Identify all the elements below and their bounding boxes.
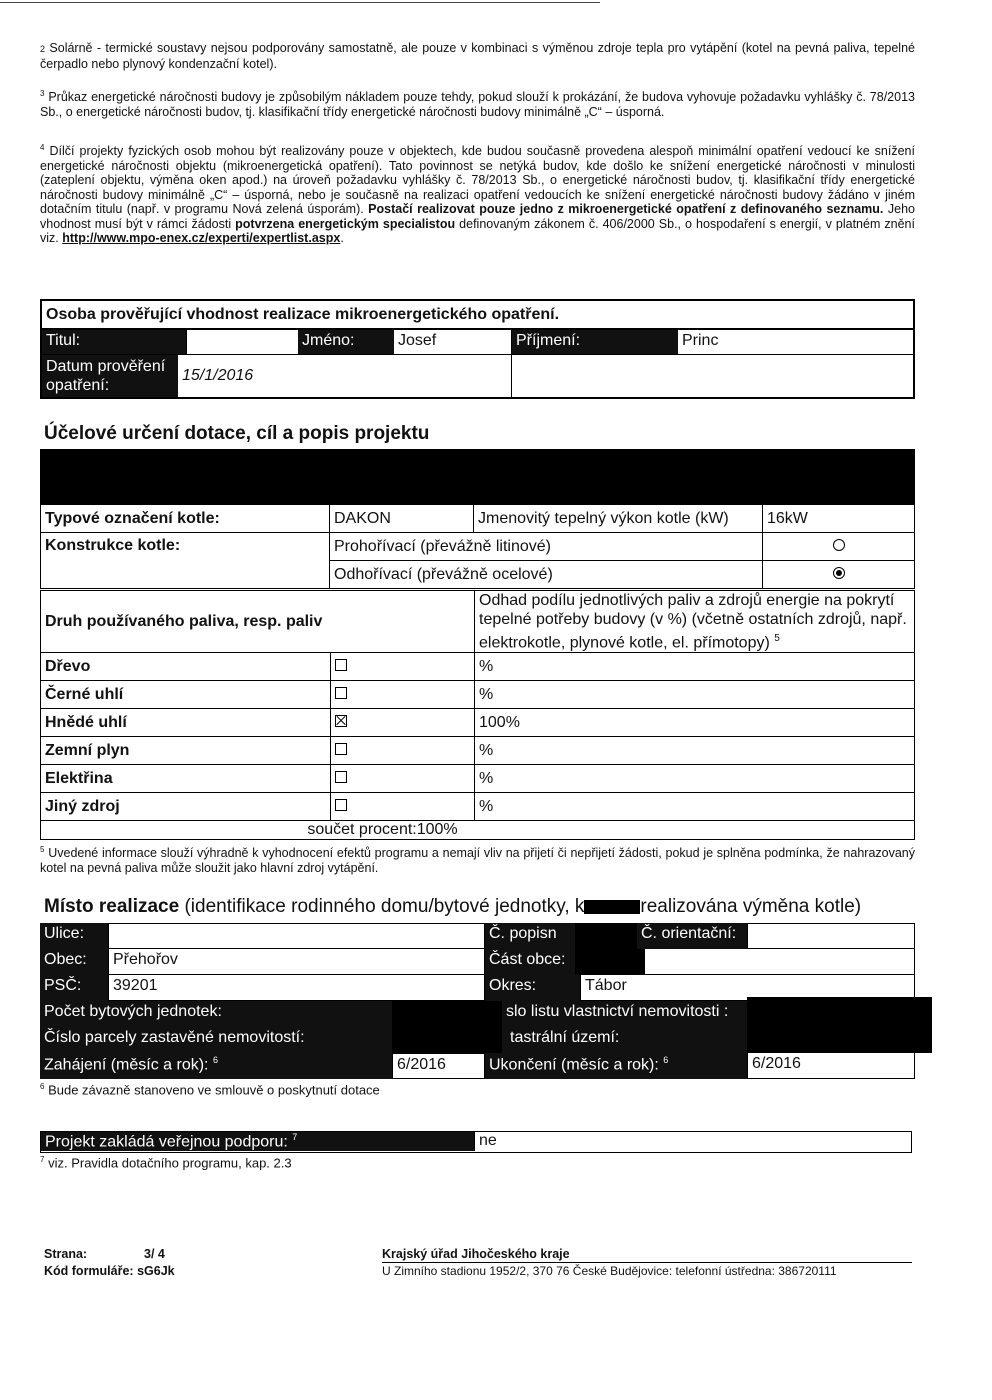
radio-selected-icon bbox=[833, 567, 845, 579]
fuel-percent-field[interactable]: 100% bbox=[475, 709, 915, 737]
bytovych-label: Počet bytových jednotek: bbox=[40, 1001, 392, 1027]
support-field[interactable]: ne bbox=[474, 1132, 910, 1151]
fuel-percent-field[interactable]: % bbox=[475, 653, 915, 681]
support-label bbox=[41, 1132, 474, 1151]
footnote-text: viz. Pravidla dotačního programu, kap. 2.3 bbox=[48, 1155, 292, 1171]
support-label-text: Projekt zakládá veřejnou podporu: bbox=[45, 1133, 288, 1151]
checkbox-icon bbox=[335, 771, 347, 783]
checkbox-icon bbox=[335, 743, 347, 755]
footnote-7 bbox=[40, 1155, 292, 1170]
ukonceni-field[interactable]: 6/2016 bbox=[747, 1053, 915, 1079]
strana-label: Strana: bbox=[44, 1247, 88, 1261]
okres-label: Okres: bbox=[485, 975, 580, 1001]
boiler-type-field[interactable]: DAKON bbox=[330, 505, 474, 533]
jmeno-label: Jméno: bbox=[298, 330, 394, 354]
construction-row-1 bbox=[41, 533, 915, 561]
footnote-mark: 2 bbox=[40, 44, 46, 54]
fuel-header-row bbox=[41, 591, 915, 653]
fuel-rows bbox=[41, 653, 915, 821]
office-name: Krajský úřad Jihočeského kraje bbox=[382, 1246, 912, 1263]
fuel-row bbox=[41, 765, 915, 793]
footnote-mark: 7 bbox=[292, 1132, 298, 1142]
cast-obce-label: Část obce: bbox=[485, 949, 575, 975]
footnote-mark: 5 bbox=[40, 845, 45, 854]
zahajeni-field[interactable]: 6/2016 bbox=[392, 1053, 485, 1079]
page-number-line bbox=[44, 1246, 175, 1263]
ukonceni-label-text: Ukončení (měsíc a rok): bbox=[489, 1056, 659, 1074]
footnote-end: . bbox=[340, 231, 344, 246]
footnote-text: definovaným zákonem č. 406/2000 Sb., o hospodaření s energií, v platném znění viz. bbox=[40, 216, 915, 246]
fuel-sum bbox=[41, 821, 915, 840]
fuel-header-left: Druh používaného paliva, resp. paliv bbox=[41, 591, 475, 653]
footnote-mark: 6 bbox=[40, 1082, 45, 1091]
titul-field[interactable] bbox=[186, 330, 298, 354]
fuel-row bbox=[41, 793, 915, 821]
location-heading bbox=[44, 896, 861, 918]
footer-office bbox=[382, 1246, 912, 1279]
footnote-text: Dílčí projekty fyzických osob mohou být realizovány pouze v objektech, kde budou současně provedena alespoň minimální opatření vedoucí ke snížení energetické náročnosti objektu (mikroenergetická opatření). Tato povinnost se netýká budov, kde došlo ke snížení energetické náročnosti v minulosti (zateplení objektu, výměna oken apod.) na úroveň požadavku vyhlášky č. 78/2013 Sb., o energetické náročnosti budov, tj. klasifikační třídy energetické náročnosti budovy minimálně „C“ – úsporná, nebo je současně na realizaci opatření vedoucích ke snížení energetické náročnosti budovy žádáno v jiném dotačním titulu (např. v programu Nová zelená úsporám). bbox=[40, 144, 915, 217]
redacted-listu bbox=[747, 997, 932, 1053]
fuel-name: Černé uhlí bbox=[41, 681, 331, 709]
footnote-4 bbox=[40, 141, 915, 246]
fuel-name: Hnědé uhlí bbox=[41, 709, 331, 737]
cast-obce-field[interactable] bbox=[580, 949, 915, 975]
ulice-field[interactable] bbox=[108, 923, 485, 949]
fuel-table bbox=[40, 590, 915, 840]
fuel-checkbox[interactable] bbox=[330, 653, 474, 681]
prijmeni-label: Příjmení: bbox=[512, 330, 678, 354]
datum-field[interactable]: 15/1/2016 bbox=[178, 355, 512, 397]
fuel-checkbox[interactable] bbox=[330, 765, 474, 793]
fuel-sum-row bbox=[41, 821, 915, 840]
location-grid bbox=[40, 923, 915, 1079]
fuel-checkbox[interactable] bbox=[330, 681, 474, 709]
fuel-percent-field[interactable]: % bbox=[475, 793, 915, 821]
fuel-percent-field[interactable]: % bbox=[475, 737, 915, 765]
form-code-line bbox=[44, 1263, 175, 1280]
fuel-name: Dřevo bbox=[41, 653, 331, 681]
titul-label: Titul: bbox=[42, 330, 186, 354]
boiler-type-label: Typové označení kotle: bbox=[41, 505, 330, 533]
orientacni-label: Č. orientační: bbox=[637, 923, 747, 949]
kod-label: Kód formuláře: bbox=[44, 1264, 134, 1278]
checkbox-checked-icon bbox=[335, 715, 347, 727]
footnote-3 bbox=[40, 87, 915, 119]
footnote-text: Solárně - termické soustavy nejsou podporovány samostatně, ale pouze v kombinaci s výměnou zdroje tepla pro vytápění (kotel na pevná paliva, tepelné čerpadlo nebo plynový kondenzační kotel). bbox=[40, 41, 915, 71]
footnote-bold-text: Postačí realizovat pouze jedno z mikroenergetické opatření z definovaného seznamu. bbox=[368, 202, 884, 217]
redacted-bytovych bbox=[392, 1001, 502, 1053]
boiler-power-field[interactable]: 16kW bbox=[763, 505, 915, 533]
office-address: U Zimního stadionu 1952/2, 370 76 České Budějovice: telefonní ústředna: 386720111 bbox=[382, 1264, 837, 1278]
construction-option-1-label: Prohořívací (převážně litinové) bbox=[330, 533, 763, 561]
footnote-mark: 6 bbox=[212, 1055, 218, 1065]
fuel-sum-text: součet procent:100% bbox=[307, 821, 458, 839]
prijmeni-field[interactable]: Princ bbox=[682, 332, 719, 349]
listu-label: slo listu vlastnictví nemovitosti : bbox=[502, 1001, 747, 1027]
location-heading-bold: Místo realizace bbox=[44, 896, 180, 917]
reviewer-title: Osoba prověřující vhodnost realizace mikroenergetického opatření. bbox=[46, 306, 560, 323]
footnote-mark: 5 bbox=[774, 633, 780, 644]
location-heading-text: (identifikace rodinného domu/bytové jednotky, k bbox=[184, 896, 585, 917]
section-heading-purpose: Účelové určení dotace, cíl a popis projektu bbox=[44, 423, 430, 444]
footnote-bold-text: potvrzena energetickým specialistou bbox=[235, 216, 456, 231]
fuel-percent-field[interactable]: % bbox=[475, 681, 915, 709]
fuel-row bbox=[41, 681, 915, 709]
psc-field[interactable]: 39201 bbox=[108, 975, 485, 1001]
psc-label: PSČ: bbox=[40, 975, 108, 1001]
fuel-row bbox=[41, 709, 915, 737]
signature-field[interactable] bbox=[512, 355, 913, 397]
fuel-checkbox[interactable] bbox=[330, 709, 474, 737]
footnote-mark: 4 bbox=[40, 143, 45, 152]
ulice-label: Ulice: bbox=[40, 923, 108, 949]
construction-option-2-radio[interactable] bbox=[763, 561, 915, 589]
kod-value: sG6Jk bbox=[137, 1264, 175, 1278]
fuel-name: Jiný zdroj bbox=[41, 793, 331, 821]
redacted-block bbox=[40, 449, 915, 505]
fuel-checkbox[interactable] bbox=[330, 737, 474, 765]
uzemi-label: tastrální území: bbox=[502, 1027, 747, 1053]
footnote-text: Jeho vhodnost musí být v rámci žádosti bbox=[40, 202, 915, 231]
checkbox-icon bbox=[335, 659, 347, 671]
fuel-name: Zemní plyn bbox=[41, 737, 331, 765]
footer-page bbox=[44, 1246, 175, 1280]
footnote-mark: 7 bbox=[40, 1155, 45, 1164]
jmeno-field[interactable]: Josef bbox=[394, 330, 512, 354]
boiler-power-label: Jmenovitý tepelný výkon kotle (kW) bbox=[474, 505, 763, 533]
construction-label: Konstrukce kotle: bbox=[41, 533, 330, 589]
zahajeni-label-text: Zahájení (měsíc a rok): bbox=[44, 1056, 209, 1074]
obec-field[interactable]: Přehořov bbox=[108, 949, 485, 975]
redaction-mark bbox=[584, 900, 640, 914]
reviewer-box bbox=[40, 299, 915, 399]
checkbox-icon bbox=[335, 799, 347, 811]
fuel-header-right-text: Odhad podílu jednotlivých paliv a zdrojů energie na pokrytí tepelné potřeby budovy (v %) (včetně ostatních zdrojů, např. elektrokotle, plynové kotle, el. přímotopy) bbox=[479, 592, 907, 652]
popisne-label: Č. popisn bbox=[485, 923, 575, 949]
parcely-label: Číslo parcely zastavěné nemovitostí: bbox=[40, 1027, 392, 1053]
zahajeni-label bbox=[40, 1053, 392, 1079]
expertlist-link[interactable]: http://www.mpo-enex.cz/experti/expertlist.aspx bbox=[62, 231, 341, 246]
location-heading-tail: realizována výměna kotle) bbox=[640, 896, 862, 917]
footnote-2 bbox=[40, 41, 915, 71]
strana-value: 3/ 4 bbox=[144, 1247, 165, 1261]
fuel-header-right bbox=[475, 591, 915, 653]
footnote-text: Uvedené informace slouží výhradně k vyhodnocení efektů programu a nemají vliv na přijetí či nepřijetí žádosti, pokud je splněna podmínka, že nahrazovaný kotel na pevná paliva může sloužit jako hlavní zdroj vytápění. bbox=[40, 846, 915, 875]
construction-option-2-label: Odhořívací (převážně ocelové) bbox=[330, 561, 763, 589]
fuel-name: Elektřina bbox=[41, 765, 331, 793]
fuel-checkbox[interactable] bbox=[330, 793, 474, 821]
datum-label: Datum prověření opatření: bbox=[42, 355, 178, 397]
fuel-row bbox=[41, 653, 915, 681]
footnote-6 bbox=[40, 1082, 380, 1097]
radio-icon bbox=[833, 539, 845, 551]
support-row bbox=[40, 1131, 912, 1153]
footnote-text: Bude závazně stanoveno ve smlouvě o poskytnutí dotace bbox=[48, 1082, 380, 1098]
fuel-row bbox=[41, 737, 915, 765]
obec-label: Obec: bbox=[40, 949, 108, 975]
footnote-mark: 6 bbox=[663, 1055, 669, 1065]
boiler-type-row bbox=[41, 505, 915, 533]
okres-field[interactable]: Tábor bbox=[580, 975, 915, 1001]
footnote-5 bbox=[40, 843, 915, 875]
checkbox-icon bbox=[335, 687, 347, 699]
fuel-percent-field[interactable]: % bbox=[475, 765, 915, 793]
construction-option-1-radio[interactable] bbox=[763, 533, 915, 561]
footnote-text: Průkaz energetické náročnosti budovy je způsobilým nákladem pouze tehdy, pokud slouží k prokázání, že budova vyhovuje požadavku vyhlášky č. 78/2013 Sb., o energetické náročnosti budov, tj. klasifikační třídy energetické náročnosti budovy minimálně „C“ – úsporná. bbox=[40, 90, 915, 119]
orientacni-field[interactable] bbox=[747, 923, 915, 949]
boiler-table bbox=[40, 504, 915, 589]
footnote-mark: 3 bbox=[40, 89, 45, 98]
top-rule bbox=[0, 2, 600, 3]
ukonceni-label bbox=[485, 1053, 747, 1079]
